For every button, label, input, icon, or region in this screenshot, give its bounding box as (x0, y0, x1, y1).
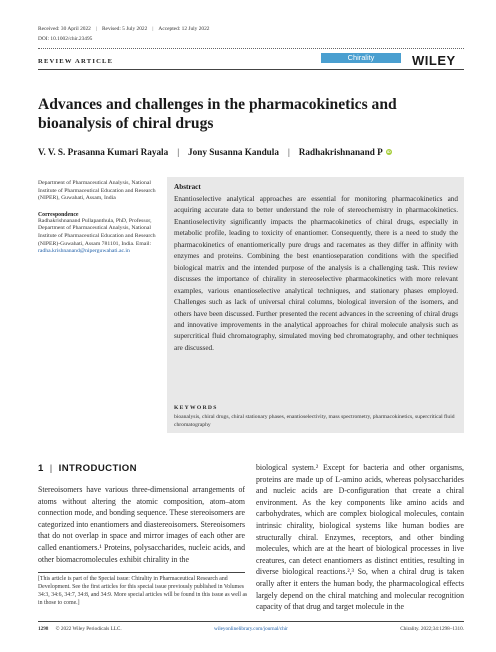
footer-left (38, 626, 122, 632)
intro-column-1: Stereoisomers have various three-dimensional arrangements of atoms without altering the atomic composition, atom–atom connection mode, and bonding sequence. These stereoisomers are categorized into enantiomers and diastereoisomers. Stereoisomers that do not overlap in space and mirror images of each other are called enantiomers.¹ Proteins, polysaccharides, nucleic acids, and other biomacromolecules exhibit chirality in the (38, 485, 245, 564)
author-2[interactable]: Jony Susanna Kandula (188, 147, 279, 157)
keywords-heading: KEYWORDS (174, 405, 218, 411)
author-list (38, 147, 392, 157)
email-link[interactable]: radha.krishnanand@niperguwahati.ac.in (38, 248, 130, 255)
affiliation-block (38, 180, 160, 256)
orcid-icon[interactable]: iD (386, 149, 391, 154)
citation: Chirality. 2022;34:1298–1310. (400, 626, 464, 632)
special-issue-note: [This article is part of the Special issue: Chirality in Pharmaceutical Research and Development. See the first articles for this special issue previously published in Volumes 34:3, 34:6, 34:7, 34:8, and 34:9. More special articles will be found in this issue as well as in those to come.] (38, 576, 248, 606)
copyright: © 2022 Wiley Periodicals LLC. (55, 626, 122, 632)
article-title: Advances and challenges in the pharmacokinetics and bioanalysis of chiral drugs (38, 96, 397, 132)
section-rule (38, 69, 464, 70)
header-divider (38, 48, 464, 49)
abstract-text: Enantioselective analytical approaches are essential for monitoring pharmacokinetics and acquiring accurate data to better understand the role of stereochemistry in pharmacokinetics. Enantioselectivity significantly impacts the pharmacokinetics of chiral drugs, especially in metabolic profile, leading to toxicity of enantiomer. Consequently, there is a need to study the pharmacokinetics of enantiomerically pure drugs and racemates as they differ in affinity with enzymes and proteins. Combining the best enantioseparation conditions with the specified biological matrix and the intended purpose of the analysis is a challenging task. This review discusses the importance of chirality in stereoselective pharmacokinetics with more relevant examples, various enantioselective analytical techniques, and stationary phases employed. Challenges such as lack of universal chiral columns, biological inversion of the isomers, and others have been discussed. Further presented the recent advances in the screening of chiral drugs and innovative improvements in the analytical approaches for chiral molecule analysis such as supercritical fluid chromatography, simulated moving bed chromatography, and other techniques are discussed. (174, 195, 458, 352)
abstract-heading: Abstract (174, 183, 201, 191)
journal-tag[interactable]: Chirality (321, 53, 401, 63)
author-separator: | (177, 147, 180, 157)
author-1[interactable]: V. V. S. Prasanna Kumari Rayala (38, 147, 169, 157)
correspondence-text (38, 218, 160, 256)
correspondence-body: Radhakrishnanand Pullapanthula, PhD, Professor, Department of Pharmaceutical Analysis, National Institute of Pharmaceutical Education and Research (NIPER)-Guwahati, Assam 781101, India. (38, 217, 156, 247)
email-label: Email: (135, 240, 152, 247)
publisher-logo: WILEY (412, 53, 456, 68)
correspondence-heading: Correspondence (38, 211, 79, 218)
accepted-date: Accepted: 12 July 2022 (158, 26, 210, 32)
doi[interactable]: DOI: 10.1002/chir.23495 (38, 36, 93, 42)
note-rule (38, 572, 245, 573)
intro-title: INTRODUCTION (58, 463, 138, 474)
author-3[interactable]: Radhakrishnanand P (298, 147, 383, 157)
section-label: REVIEW ARTICLE (38, 58, 114, 65)
intro-separator: | (49, 463, 53, 474)
author-separator: | (287, 147, 290, 157)
abstract-box (167, 177, 464, 433)
keywords-text: bioanalysis, chiral drugs, chiral stationary phases, enantioselectivity, mass spectrometry, pharmacokinetics, supercritical fluid chromatography (174, 414, 455, 429)
intro-column-2: biological system.² Except for bacteria and other organisms, proteins are made up of L-amino acids, whereas polysaccharides and nucleic acids are D-configuration that create a chiral environment. As the key components like amino acids and carbohydrates, which are complex biological molecules, contain intrinsic chirality, biological systems like human bodies are structurally chiral. Enzymes, receptors, and other binding molecules, which are at the heart of biological processes in live creatures, can detect enantiomers as distinct entities, resulting in diverse biological reactions.²,³ So, when a chiral drug is taken orally after it enters the human body, the pharmacological effects largely depend on the chiral matching and molecular recognition capacity of that drug and target molecule in the (256, 463, 464, 612)
dates-line: Received: 30 April 2022 | Revised: 5 July 2022 | Accepted: 12 July 2022 (38, 26, 210, 32)
intro-number: 1 (38, 463, 44, 474)
page-number: 1298 (38, 626, 49, 632)
intro-heading (38, 463, 137, 474)
revised-date: Revised: 5 July 2022 (101, 26, 148, 32)
footer-rule (38, 621, 464, 622)
journal-url[interactable]: wileyonlinelibrary.com/journal/chir (214, 626, 288, 632)
received-date: Received: 30 April 2022 (38, 26, 91, 32)
affiliation-text: Department of Pharmaceutical Analysis, National Institute of Pharmaceutical Education and Research (NIPER), Guwahati, Assam, India (38, 180, 156, 202)
